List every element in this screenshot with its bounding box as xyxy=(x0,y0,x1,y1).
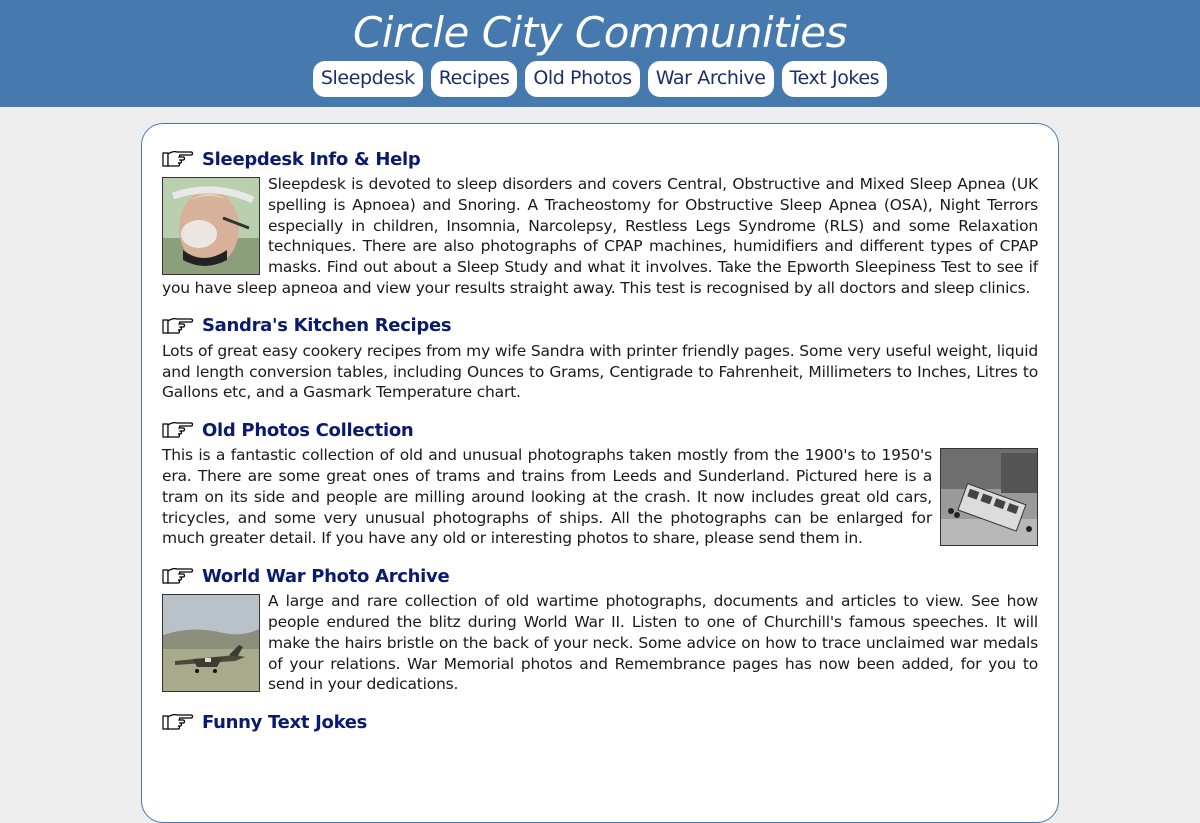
content-card xyxy=(141,123,1059,823)
section-recipes xyxy=(162,313,1038,403)
nav-war-archive[interactable]: War Archive xyxy=(648,61,774,97)
section-sleepdesk xyxy=(162,146,1038,299)
recipes-link[interactable]: Sandra's Kitchen Recipes xyxy=(202,315,452,337)
cpap-mask-image[interactable] xyxy=(162,177,260,275)
old-photos-link[interactable]: Old Photos Collection xyxy=(202,419,414,441)
nav-text-jokes[interactable]: Text Jokes xyxy=(782,61,888,97)
section-old-photos xyxy=(162,417,1038,549)
pointing-hand-icon xyxy=(162,566,194,586)
war-archive-description: A large and rare collection of old wartime photographs, documents and articles to view. See how people endured the blitz during World War II. Listen to one of Churchill's famous speeches. It will make the hairs bristle on the back of your neck. Some advice on how to trace unclaimed war medals of your relations. War Memorial photos and Remembrance pages has now been added, for you to send in your dedications. xyxy=(268,592,1038,694)
tram-photo-image[interactable] xyxy=(940,448,1038,546)
site-header xyxy=(0,0,1200,107)
war-archive-link[interactable]: World War Photo Archive xyxy=(202,565,450,587)
nav-old-photos[interactable]: Old Photos xyxy=(525,61,639,97)
section-heading xyxy=(162,417,1038,443)
sleepdesk-description: Sleepdesk is devoted to sleep disorders and covers Central, Obstructive and Mixed Sleep Apnea (UK spelling is Apnoea) and Snoring. A Tracheostomy for Obstructive Sleep Apnea (OSA), Night Terrors especially in children, Insomnia, Narcolepsy, Restless Legs Syndrome (RLS) and some Relaxation techniques. There are also photographs of CPAP machines, humidifiers and different types of CPAP masks. Find out about a Sleep Study and what it involves. Take the Epworth Sleepiness Test to see if you have sleep apneoa and view your results straight away. This test is recognised by all doctors and sleep clinics. xyxy=(162,175,1038,297)
section-heading xyxy=(162,709,1038,735)
site-title: Circle City Communities xyxy=(353,8,847,57)
old-photos-description: This is a fantastic collection of old and unusual photographs taken mostly from the 1900's to 1950's era. There are some great ones of trams and trains from Leeds and Sunderland. Pictured here is a tram on its side and people are milling around looking at the crash. It now includes great old cars, tricycles, and some very unusual photographs of ships. All the photographs can be enlarged for much greater detail. If you have any old or interesting photos to share, please send them in. xyxy=(162,446,932,548)
section-heading xyxy=(162,313,1038,339)
spitfire-image[interactable] xyxy=(162,594,260,692)
text-jokes-link[interactable]: Funny Text Jokes xyxy=(202,711,368,733)
section-war-archive xyxy=(162,563,1038,695)
main-nav xyxy=(0,61,1200,97)
section-text-jokes xyxy=(162,709,1038,735)
nav-sleepdesk[interactable]: Sleepdesk xyxy=(313,61,423,97)
section-heading xyxy=(162,563,1038,589)
pointing-hand-icon xyxy=(162,420,194,440)
pointing-hand-icon xyxy=(162,316,194,336)
pointing-hand-icon xyxy=(162,149,194,169)
pointing-hand-icon xyxy=(162,712,194,732)
section-heading xyxy=(162,146,1038,172)
nav-recipes[interactable]: Recipes xyxy=(431,61,518,97)
sleepdesk-link[interactable]: Sleepdesk Info & Help xyxy=(202,148,421,170)
recipes-description: Lots of great easy cookery recipes from my wife Sandra with printer friendly pages. Some very useful weight, liquid and length conversion tables, including Ounces to Grams, Centigrade to Fahrenheit, Millimeters to Inches, Litres to Gallons etc, and a Gasmark Temperature chart. xyxy=(162,341,1038,402)
